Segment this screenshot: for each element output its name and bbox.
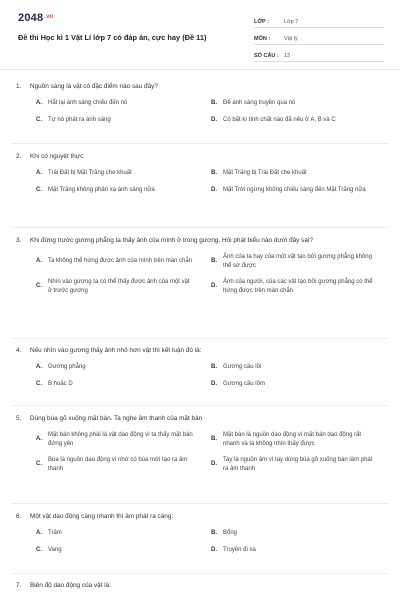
divider	[12, 227, 388, 228]
meta-label: LỚP :	[254, 19, 269, 25]
question-3	[16, 236, 386, 303]
options	[16, 431, 386, 473]
divider	[12, 573, 388, 574]
option-a[interactable]: A. Ta không thể hứng được ảnh của mình trên màn chắn	[36, 258, 193, 265]
question-number: 3.	[16, 237, 22, 244]
question-text: Dùng búa gõ xuống mặt bàn. Ta nghe âm thanh của mặt bàn	[30, 415, 203, 422]
option-c[interactable]: C. Búa là nguồn dao động vì nhờ có búa mới tạo ra âm thanh	[36, 457, 188, 472]
meta-value: Lớp 7	[284, 19, 299, 25]
question-number: 2.	[16, 153, 22, 160]
question-text: Nếu nhìn vào gương thấy ảnh nhỏ hơn vật thì kết luận đó là:	[30, 347, 202, 354]
divider	[12, 405, 388, 406]
page-title: Đề thi Học kì 1 Vật Lí lớp 7 có đáp án, cực hay (Đề 11)	[18, 33, 207, 42]
meta-label: MÔN :	[254, 36, 271, 42]
question-2	[16, 152, 386, 202]
meta-value: 13	[284, 53, 291, 59]
divider	[12, 143, 388, 144]
option-d[interactable]: D. Tay là nguồn âm vì tay dùng búa gõ xuống bàn làm phát ra âm thanh	[211, 457, 373, 472]
logo-number: 2048	[18, 12, 44, 24]
question-number: 7.	[16, 582, 22, 589]
option-d[interactable]: D. Mặt Trời ngừng không chiếu sáng đến Mặt Trăng nữa	[211, 186, 366, 193]
exam-meta	[254, 14, 384, 65]
option-b[interactable]: B. Mặt bàn là nguồn dao động vì mặt bàn dao động rất nhanh và ta không nhìn thấy được	[211, 432, 362, 447]
option-b[interactable]: B. Để ánh sáng truyền qua nó	[211, 100, 296, 106]
question-number: 6.	[16, 513, 22, 520]
question-text: Khi đứng trước gương phẳng ta thấy ảnh của mình ở trong gương. Hỏi phát biểu nào dưới đây sai?	[30, 237, 313, 244]
option-c[interactable]: C. Vang	[36, 546, 62, 553]
question-7	[16, 581, 386, 590]
options	[16, 169, 386, 194]
options	[16, 529, 386, 554]
option-c[interactable]: C. Nhìn vào gương ta có thể thấy được ảnh của một vật ở trước gương	[36, 279, 190, 294]
options	[16, 99, 386, 124]
option-a[interactable]: A. Hắt lại ánh sáng chiếu đến nó	[36, 100, 128, 106]
option-b[interactable]: B. Gương cầu lồi	[211, 364, 262, 370]
option-d[interactable]: D. Truyền đi xa	[211, 546, 256, 553]
option-b[interactable]: B. Ảnh của ta hay của một vật tạo bởi gương phẳng không thể sờ được	[211, 254, 372, 269]
meta-class	[254, 14, 384, 28]
logo-suffix: .vn	[44, 14, 54, 20]
site-logo[interactable]	[18, 12, 54, 24]
option-c[interactable]: C. B hoặc D	[36, 380, 73, 387]
option-a[interactable]: A. Mặt bàn không phải là vật dao động vì ta thấy mặt bàn đứng yên	[36, 432, 193, 447]
option-a[interactable]: A. Trầm	[36, 530, 62, 536]
question-1	[16, 82, 386, 132]
option-a[interactable]: A. Trái Đất bị Mặt Trăng che khuất	[36, 170, 132, 176]
option-d[interactable]: D. Có bất kì tính chất nào đã nêu ở A, B và C	[211, 116, 336, 123]
option-b[interactable]: B. Mặt Trăng bị Trái Đất che khuất	[211, 170, 307, 176]
page-header	[0, 0, 400, 70]
options	[16, 253, 386, 295]
option-d[interactable]: D. Ảnh của người, của các vật tạo bởi gương phẳng có thể hứng được trên màn chắn	[211, 279, 373, 294]
question-6	[16, 512, 386, 562]
question-5	[16, 414, 386, 481]
option-a[interactable]: A. Gương phẳng	[36, 364, 86, 370]
question-text: Biên độ dao động của vật là:	[30, 582, 112, 589]
question-text: Nguồn sáng là vật có đặc điểm nào sau đây?	[30, 83, 158, 90]
meta-value: Vật lý	[284, 36, 298, 42]
divider	[12, 338, 388, 339]
meta-label: SỐ CÂU :	[254, 53, 279, 59]
question-text: Một vật dao động càng nhanh thì âm phát ra càng:	[30, 513, 174, 520]
option-b[interactable]: B. Bổng	[211, 530, 238, 536]
option-c[interactable]: C. Mặt Trăng không phản xạ ánh sáng nữa	[36, 186, 155, 193]
meta-subject	[254, 31, 384, 45]
option-c[interactable]: C. Tự nó phát ra ánh sáng	[36, 116, 111, 123]
meta-count	[254, 48, 384, 62]
question-text: Khi có nguyệt thực	[30, 153, 84, 160]
divider	[12, 503, 388, 504]
question-4	[16, 346, 386, 396]
question-number: 4.	[16, 347, 22, 354]
options	[16, 363, 386, 388]
option-d[interactable]: D. Gương cầu lõm	[211, 380, 265, 387]
question-number: 5.	[16, 415, 22, 422]
question-number: 1.	[16, 83, 22, 90]
